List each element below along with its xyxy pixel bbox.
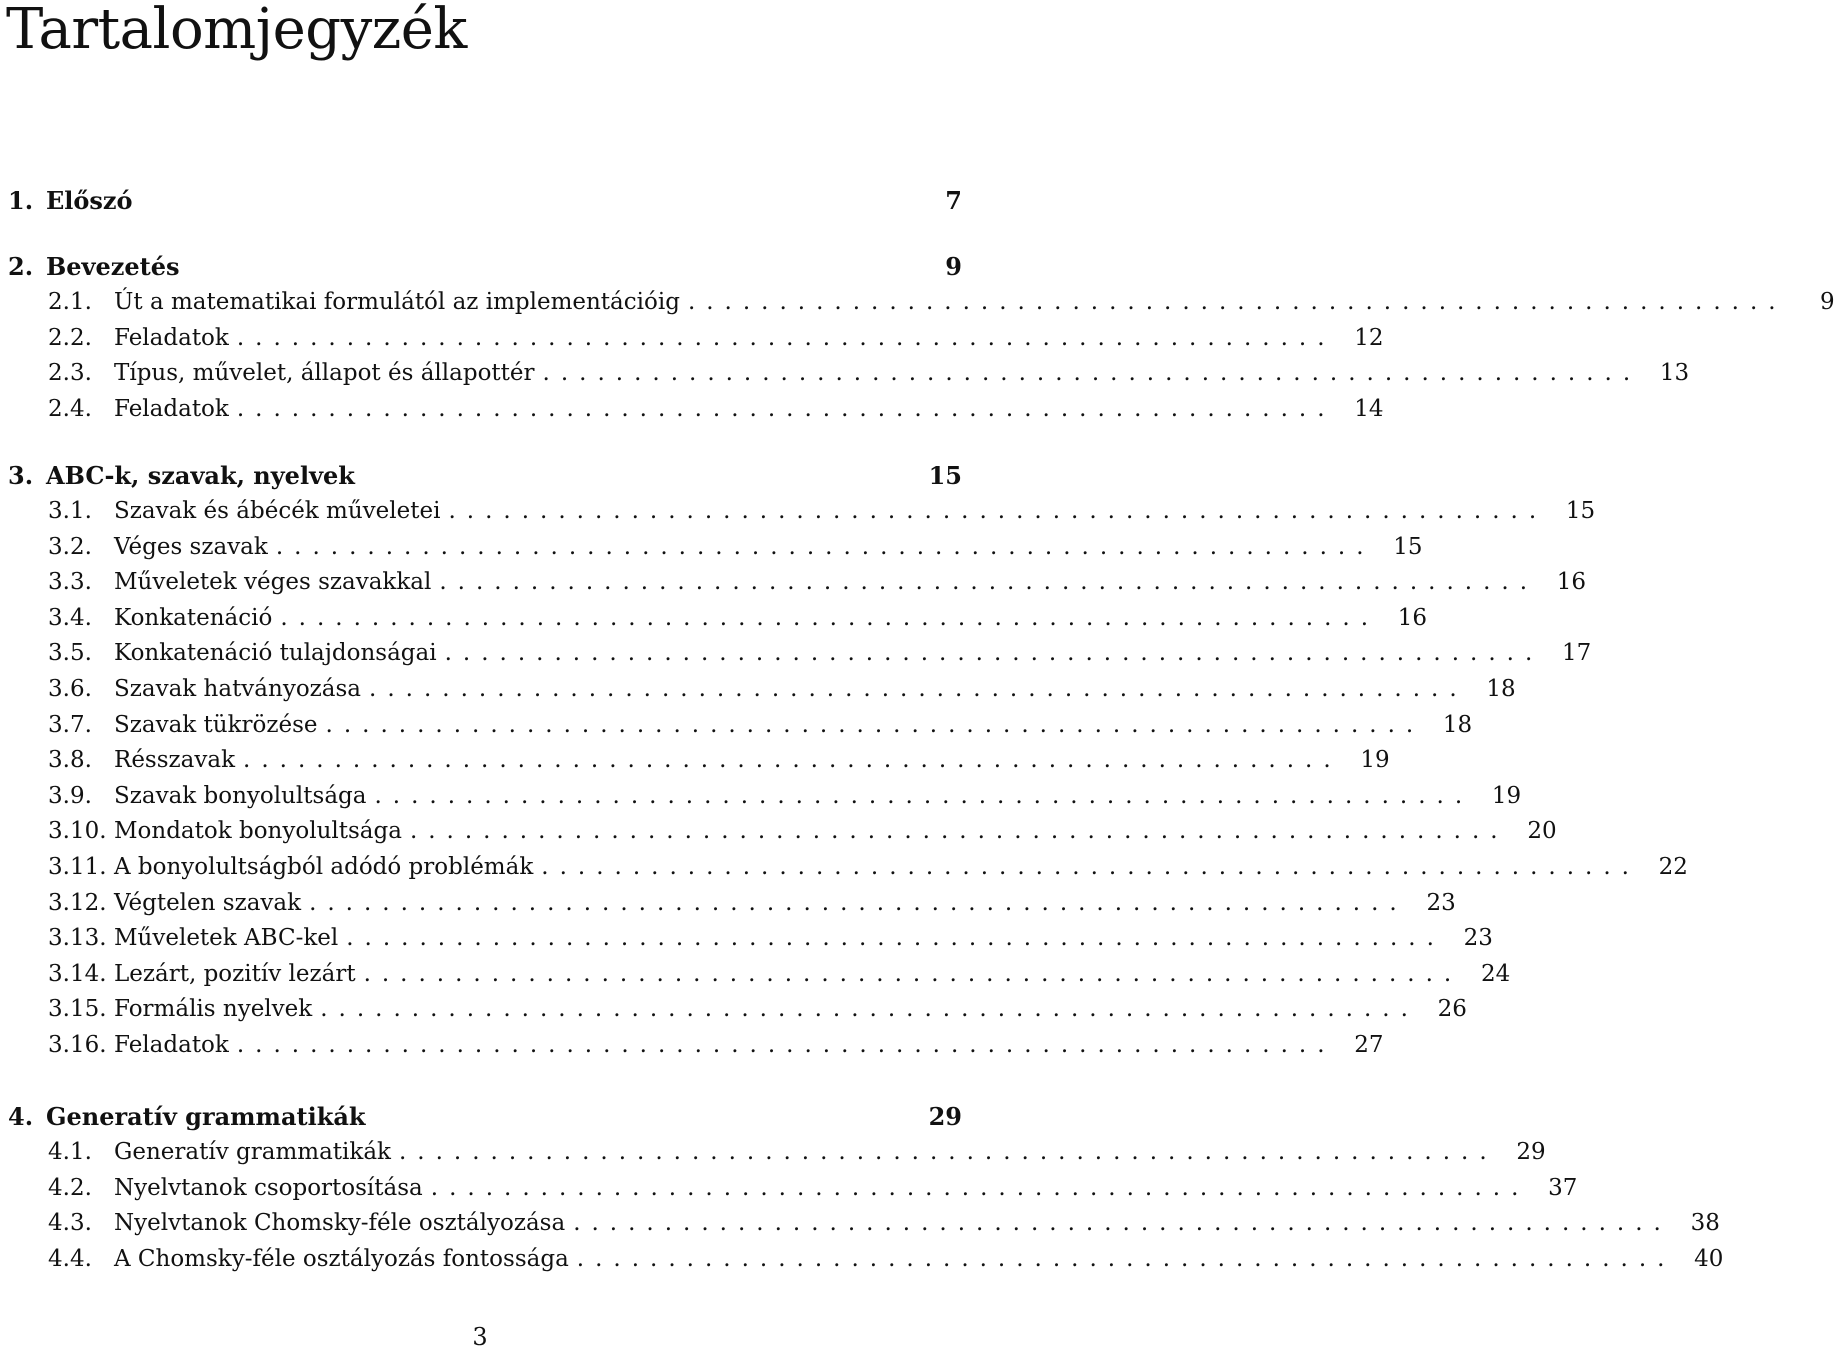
section-number: 3.7. (48, 711, 92, 738)
section-page: 18 (1442, 711, 1473, 738)
section-page: 26 (1437, 996, 1467, 1023)
dot-leader: ............................................................ (576, 1245, 1676, 1272)
section-page: 16 (1397, 604, 1428, 631)
dot-leader: ............................................................ (541, 854, 1640, 880)
toc-section-2-2[interactable] (48, 323, 1384, 353)
section-page: 19 (1360, 747, 1390, 774)
dot-leader: ............................................................ (430, 1174, 1530, 1201)
dot-leader: ............................................................ (398, 1139, 1498, 1165)
dot-leader: ............................................................ (363, 960, 1463, 987)
section-title: Konkatenáció tulajdonságai (114, 640, 437, 667)
section-title: Konkatenáció (114, 604, 273, 631)
dot-leader: ............................................................ (243, 747, 1342, 774)
section-page: 15 (1565, 498, 1596, 524)
section-page: 12 (1354, 324, 1384, 351)
section-page: 27 (1354, 1032, 1384, 1058)
section-title: A bonyolultságból adódó problémák (114, 854, 534, 880)
section-title: Szavak hatványozása (114, 676, 362, 702)
section-page: 23 (1426, 889, 1456, 916)
toc-section-3-5[interactable] (48, 638, 1592, 668)
toc-section-3-6[interactable] (48, 674, 1516, 704)
chapter-title: ABC-k, szavak, nyelvek (46, 460, 355, 490)
section-number: 4.4. (48, 1245, 92, 1272)
dot-leader: ............................................................ (236, 324, 1336, 351)
toc-chapter-3[interactable] (8, 460, 962, 490)
toc-section-4-3[interactable] (48, 1208, 1720, 1238)
section-number: 3.14. (48, 960, 107, 987)
toc-section-3-16[interactable] (48, 1030, 1384, 1060)
section-title: Típus, művelet, állapot és állapottér (114, 360, 535, 387)
chapter-page: 9 (945, 251, 962, 281)
section-title: Szavak bonyolultsága (114, 782, 367, 809)
section-title: Műveletek véges szavakkal (114, 569, 432, 596)
toc-section-3-11[interactable] (48, 852, 1688, 882)
dot-leader: ............................................................ (280, 604, 1380, 631)
toc-section-3-10[interactable] (48, 816, 1557, 846)
section-page: 17 (1562, 640, 1592, 667)
dot-leader: ............................................................ (409, 818, 1509, 845)
page-title: Tartalomjegyzék (6, 0, 467, 62)
section-title: Műveletek ABC-kel (114, 925, 339, 952)
section-page: 22 (1658, 854, 1688, 880)
chapter-page: 7 (945, 185, 962, 215)
section-number: 2.4. (48, 395, 92, 422)
dot-leader: ............................................................ (444, 640, 1544, 667)
section-title: Nyelvtanok Chomsky-féle osztályozása (114, 1210, 566, 1237)
toc-section-3-12[interactable] (48, 888, 1456, 918)
section-number: 4.2. (48, 1174, 92, 1201)
section-number: 3.5. (48, 640, 92, 667)
section-number: 3.8. (48, 747, 92, 774)
toc-chapter-4[interactable] (8, 1101, 962, 1131)
dot-leader: ............................................................ (346, 925, 1445, 952)
section-page: 18 (1486, 676, 1516, 702)
section-number: 3.11. (48, 854, 107, 880)
section-title: Nyelvtanok csoportosítása (114, 1174, 423, 1201)
chapter-number: 3. (8, 460, 34, 490)
section-title: Lezárt, pozitív lezárt (114, 960, 356, 987)
toc-section-3-1[interactable] (48, 496, 1596, 526)
section-page: 37 (1548, 1174, 1578, 1201)
dot-leader: ............................................................ (448, 498, 1548, 524)
section-number: 3.12. (48, 889, 107, 916)
toc-section-4-4[interactable] (48, 1244, 1724, 1274)
section-number: 3.9. (48, 782, 92, 809)
section-title: Szavak és ábécék műveletei (114, 498, 441, 524)
toc-section-3-7[interactable] (48, 710, 1473, 740)
toc-section-3-14[interactable] (48, 959, 1511, 989)
section-number: 3.3. (48, 569, 92, 596)
dot-leader: ............................................................ (236, 1032, 1336, 1058)
dot-leader: ............................................................ (573, 1210, 1672, 1237)
dot-leader: ............................................................ (687, 289, 1787, 315)
section-title: Út a matematikai formulától az implementációig (114, 289, 680, 315)
page-number: 3 (472, 1323, 488, 1351)
section-page: 20 (1527, 818, 1557, 845)
toc-section-4-1[interactable] (48, 1137, 1546, 1167)
chapter-title: Generatív grammatikák (46, 1101, 366, 1131)
section-number: 2.2. (48, 324, 92, 351)
toc-section-3-9[interactable] (48, 781, 1522, 811)
section-page: 38 (1690, 1210, 1720, 1237)
section-number: 3.1. (48, 498, 92, 524)
section-number: 3.4. (48, 604, 92, 631)
section-number: 3.16. (48, 1032, 107, 1058)
dot-leader: ............................................................ (275, 533, 1375, 560)
section-number: 4.3. (48, 1210, 92, 1237)
section-number: 3.10. (48, 818, 107, 845)
chapter-page: 29 (928, 1101, 962, 1131)
toc-section-2-1[interactable] (48, 287, 1835, 317)
section-page: 15 (1393, 533, 1423, 560)
toc-section-3-3[interactable] (48, 567, 1587, 597)
section-number: 3.15. (48, 996, 107, 1023)
section-title: Feladatok (114, 395, 229, 422)
chapter-title: Előszó (46, 185, 133, 215)
section-title: Szavak tükrözése (114, 711, 318, 738)
section-title: Résszavak (114, 747, 236, 774)
section-page: 23 (1463, 925, 1493, 952)
toc-section-3-13[interactable] (48, 923, 1493, 953)
section-number: 4.1. (48, 1139, 92, 1165)
section-number: 3.2. (48, 533, 92, 560)
chapter-title: Bevezetés (46, 251, 180, 281)
section-page: 24 (1480, 960, 1511, 987)
toc-section-3-2[interactable] (48, 532, 1423, 562)
dot-leader: ............................................................ (542, 360, 1642, 387)
toc-section-3-8[interactable] (48, 745, 1390, 775)
chapter-number: 1. (8, 185, 34, 215)
toc-chapter-2[interactable] (8, 251, 962, 281)
dot-leader: ............................................................ (369, 676, 1468, 702)
section-title: Feladatok (114, 1032, 229, 1058)
dot-leader: ............................................................ (236, 395, 1336, 422)
section-page: 19 (1491, 782, 1522, 809)
section-title: Formális nyelvek (114, 996, 313, 1023)
chapter-number: 2. (8, 251, 34, 281)
section-page: 9 (1819, 289, 1835, 315)
section-title: Feladatok (114, 324, 229, 351)
chapter-page: 15 (928, 460, 962, 490)
section-number: 3.13. (48, 925, 107, 952)
chapter-number: 4. (8, 1101, 34, 1131)
dot-leader: ............................................................ (320, 996, 1419, 1023)
toc-section-3-4[interactable] (48, 603, 1428, 633)
section-title: Mondatok bonyolultsága (114, 818, 402, 845)
section-page: 40 (1694, 1245, 1724, 1272)
toc-section-2-4[interactable] (48, 394, 1384, 424)
section-page: 29 (1516, 1139, 1546, 1165)
section-page: 14 (1354, 395, 1384, 422)
section-title: Generatív grammatikák (114, 1139, 391, 1165)
dot-leader: ............................................................ (325, 711, 1425, 738)
dot-leader: ............................................................ (439, 569, 1539, 596)
section-title: Végtelen szavak (114, 889, 302, 916)
section-page: 13 (1659, 360, 1690, 387)
section-number: 3.6. (48, 676, 92, 702)
toc-section-2-3[interactable] (48, 358, 1690, 388)
section-page: 16 (1556, 569, 1587, 596)
dot-leader: ............................................................ (374, 782, 1474, 809)
toc-section-4-2[interactable] (48, 1173, 1578, 1203)
toc-section-3-15[interactable] (48, 994, 1467, 1024)
dot-leader: ............................................................ (309, 889, 1408, 916)
section-title: A Chomsky-féle osztályozás fontossága (114, 1245, 569, 1272)
toc-chapter-1[interactable] (8, 185, 962, 215)
section-title: Véges szavak (114, 533, 268, 560)
section-number: 2.3. (48, 360, 92, 387)
section-number: 2.1. (48, 289, 92, 315)
